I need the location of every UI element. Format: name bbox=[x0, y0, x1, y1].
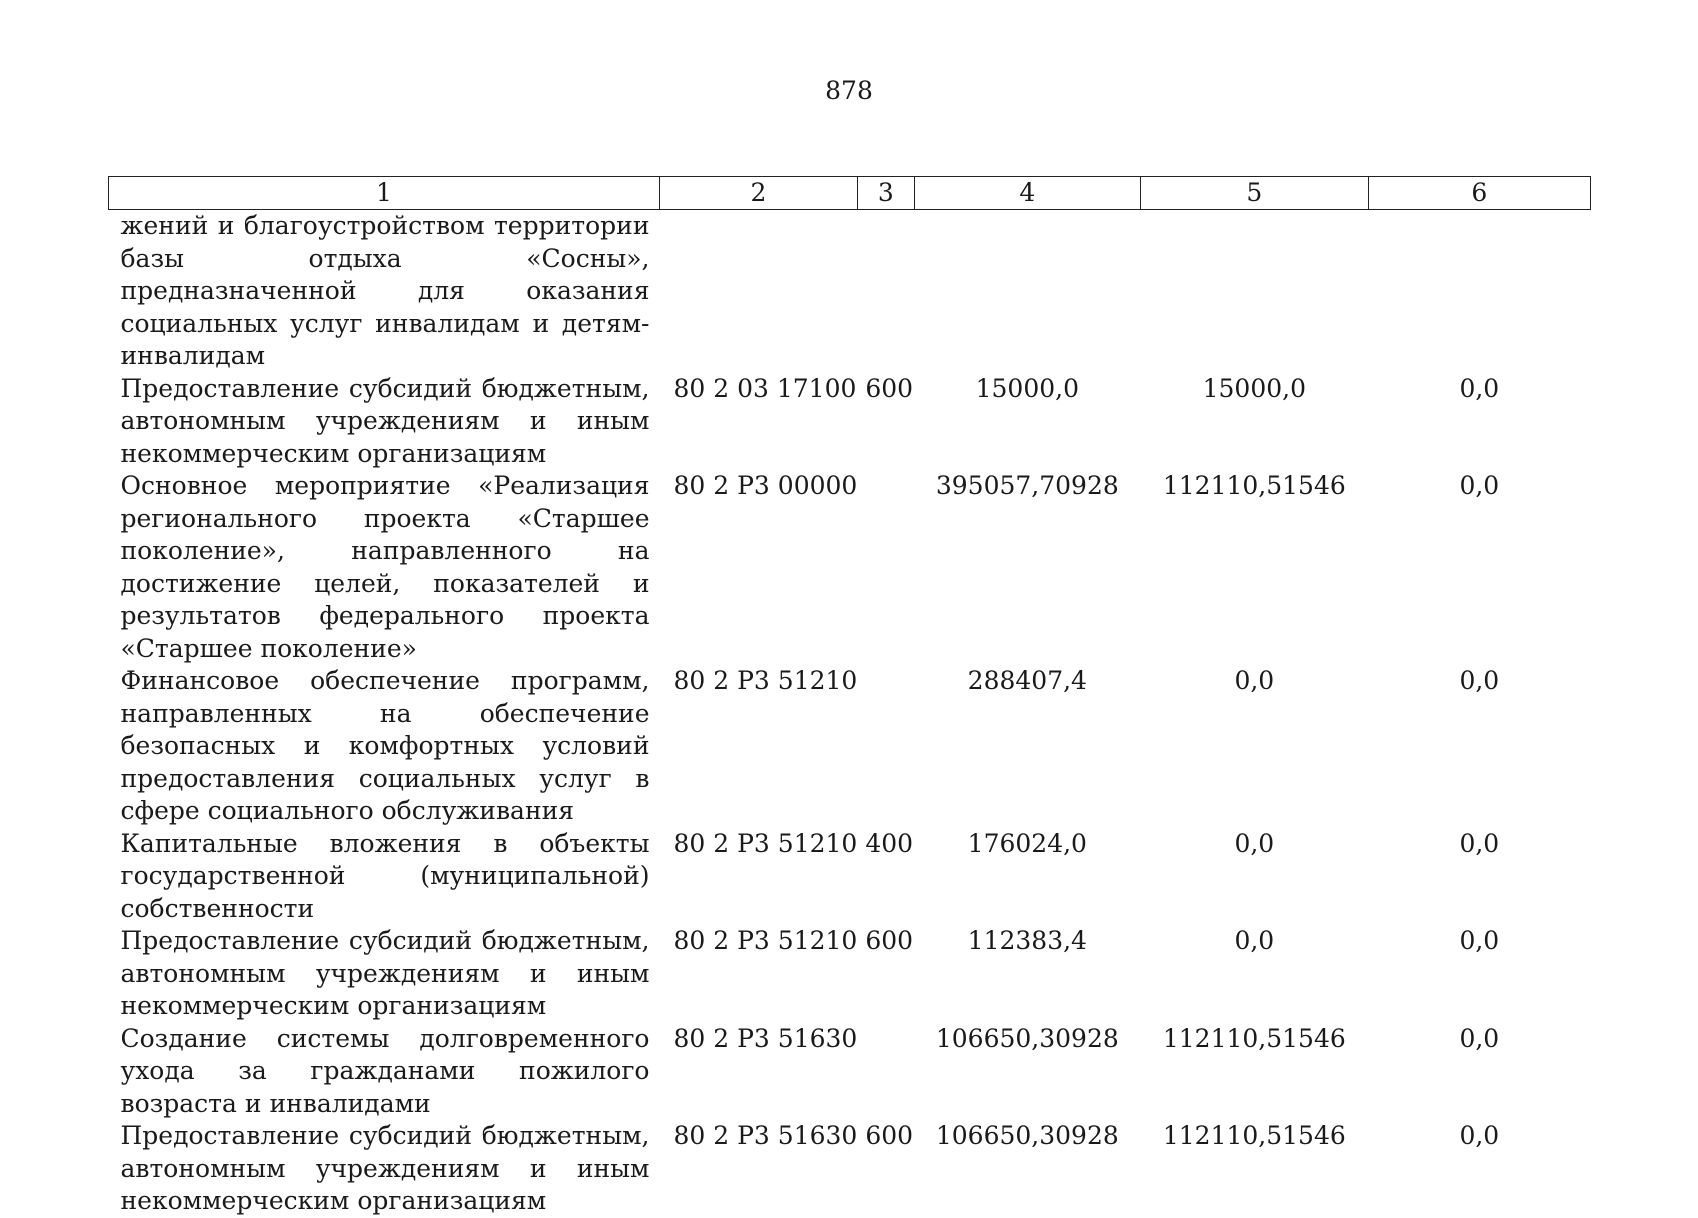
table-body bbox=[109, 210, 1591, 1218]
row-expense-type: 600 bbox=[865, 373, 914, 403]
row-value-5: 112110,51546 bbox=[1162, 1023, 1346, 1053]
row-name: Предоставление субсидий бюджетным, автономным учреждениям и иным некоммерческим организациям bbox=[120, 1121, 650, 1215]
row-value-4: 288407,4 bbox=[967, 666, 1087, 695]
row-code: 80 2 Р3 51630 bbox=[673, 1023, 858, 1053]
row-expense-type: 600 bbox=[865, 1121, 914, 1150]
row-value-4: 176024,0 bbox=[967, 828, 1087, 858]
table-row bbox=[109, 470, 1591, 665]
row-value-6: 0,0 bbox=[1459, 828, 1500, 858]
row-value-6: 0,0 bbox=[1459, 373, 1500, 403]
row-value-6: 0,0 bbox=[1459, 471, 1500, 500]
header-col-6: 6 bbox=[1368, 177, 1590, 210]
row-expense-type bbox=[857, 210, 914, 373]
header-row bbox=[109, 177, 1591, 210]
row-code: 80 2 Р3 00000 bbox=[673, 471, 858, 500]
page-number: 878 bbox=[825, 76, 873, 105]
table-row bbox=[109, 828, 1591, 926]
header-col-4: 4 bbox=[914, 177, 1140, 210]
row-value-4: 106650,30928 bbox=[935, 1121, 1119, 1150]
row-value-6: 0,0 bbox=[1459, 1121, 1500, 1150]
row-code: 80 2 Р3 51210 bbox=[673, 666, 858, 695]
row-value-4: 395057,70928 bbox=[935, 471, 1119, 500]
row-value-6: 0,0 bbox=[1459, 926, 1500, 955]
table-row bbox=[109, 1120, 1591, 1218]
row-value-4: 15000,0 bbox=[975, 373, 1080, 403]
row-value-4 bbox=[914, 210, 1140, 373]
budget-table bbox=[108, 176, 1591, 1218]
row-value-5: 15000,0 bbox=[1202, 373, 1307, 403]
header-col-5: 5 bbox=[1140, 177, 1368, 210]
table-row bbox=[109, 210, 1591, 373]
row-name: Капитальные вложения в объекты государственной (муниципальной) собственности bbox=[120, 828, 650, 923]
table-row bbox=[109, 373, 1591, 471]
row-name: Предоставление субсидий бюджетным, автономным учреждениям и иным некоммерческим организациям bbox=[120, 373, 650, 468]
table-row bbox=[109, 665, 1591, 828]
row-value-4: 112383,4 bbox=[967, 926, 1087, 955]
row-value-6: 0,0 bbox=[1459, 1023, 1500, 1053]
row-name: жений и благоустройством территории базы отдыха «Сосны», предназначенной для оказания социальных услуг инвалидам и детяминвалидам bbox=[120, 211, 650, 370]
row-value-5: 112110,51546 bbox=[1162, 1121, 1346, 1150]
row-name: Создание системы долговременного ухода за гражданами пожилого возраста и инвалидами bbox=[120, 1023, 650, 1118]
row-code: 80 2 Р3 51630 bbox=[673, 1121, 858, 1150]
row-expense-type: 400 bbox=[865, 828, 914, 858]
row-name: Основное мероприятие «Реализация регионального проекта «Старшее поколение», направленного на достижение целей, показателей и результатов федерального проекта «Старшее поколение» bbox=[120, 471, 650, 663]
row-code bbox=[660, 210, 858, 373]
row-value-5: 112110,51546 bbox=[1162, 471, 1346, 500]
row-value-5: 0,0 bbox=[1234, 926, 1275, 955]
row-code: 80 2 Р3 51210 bbox=[673, 926, 858, 955]
row-expense-type bbox=[857, 470, 914, 665]
header-col-3: 3 bbox=[857, 177, 914, 210]
row-name: Предоставление субсидий бюджетным, автономным учреждениям и иным некоммерческим организациям bbox=[120, 926, 650, 1020]
row-code: 80 2 03 17100 bbox=[673, 373, 857, 403]
row-value-5: 0,0 bbox=[1234, 666, 1275, 695]
row-value-6: 0,0 bbox=[1459, 666, 1500, 695]
header-col-1: 1 bbox=[109, 177, 660, 210]
header-col-2: 2 bbox=[660, 177, 858, 210]
row-value-5: 0,0 bbox=[1234, 828, 1275, 858]
row-code: 80 2 Р3 51210 bbox=[673, 828, 858, 858]
row-name: Финансовое обеспечение программ, направленных на обеспечение безопасных и комфортных условий предоставления социальных услуг в сфере социального обслуживания bbox=[120, 666, 650, 825]
row-expense-type: 600 bbox=[865, 926, 914, 955]
row-expense-type bbox=[857, 1023, 914, 1121]
row-value-6 bbox=[1368, 210, 1590, 373]
table-header bbox=[109, 177, 1591, 210]
row-value-4: 106650,30928 bbox=[935, 1023, 1119, 1053]
row-value-5 bbox=[1140, 210, 1368, 373]
table-row bbox=[109, 925, 1591, 1023]
table-row bbox=[109, 1023, 1591, 1121]
row-expense-type bbox=[857, 665, 914, 828]
